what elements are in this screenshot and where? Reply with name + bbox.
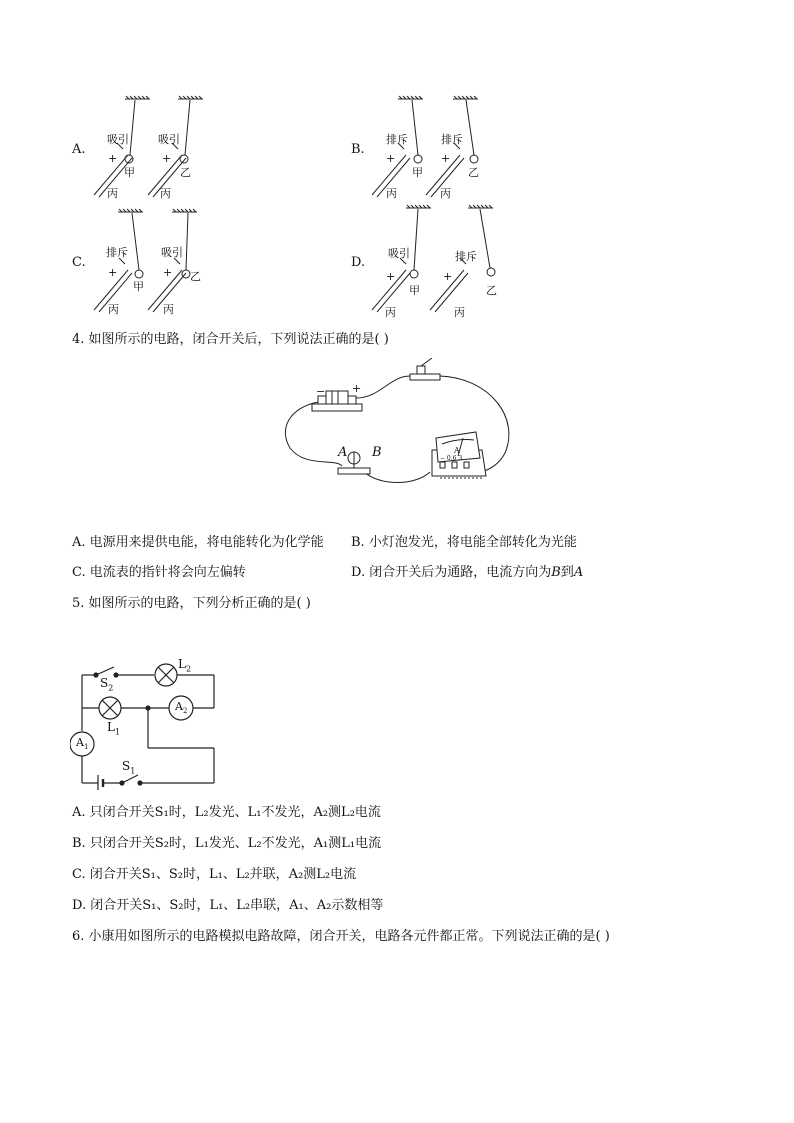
q3-c-ball-left: 甲	[133, 280, 144, 293]
q3-c-rod-left: 丙	[108, 303, 119, 316]
q5-label-a1	[76, 736, 88, 751]
q5-label-a1-main: A	[76, 736, 84, 749]
q3-b-ball-right: 乙	[468, 166, 479, 179]
q4-battery-plus: +	[352, 382, 362, 395]
q3-c-left-label: 排斥	[106, 246, 128, 259]
q3-option-d-figure	[368, 204, 508, 319]
q4-terminal-a: A	[338, 445, 348, 460]
q3-c-plus-right: +	[163, 266, 173, 279]
q3-d-plus-right: +	[443, 270, 453, 283]
q3-option-c-letter: C.	[72, 255, 86, 270]
q3-a-right-label: 吸引	[158, 133, 180, 146]
q3-c-ball-right: 乙	[190, 270, 201, 283]
q3-a-plus-left: +	[108, 152, 118, 165]
q4-option-d-b: B	[551, 565, 561, 580]
q3-d-left-label: 吸引	[388, 247, 410, 260]
q3-d-ball-right: 乙	[486, 284, 497, 297]
q4-option-d-pre: D. 闭合开关后为通路，电流方向为	[351, 565, 552, 580]
q3-c-rod-right: 丙	[163, 303, 174, 316]
q5-label-l1	[107, 720, 120, 736]
q3-b-plus-left: +	[386, 152, 396, 165]
q4-meter-symbol: A	[454, 446, 460, 455]
q5-label-l1-main: L	[107, 720, 115, 734]
q5-label-l2	[178, 657, 191, 673]
q5-label-l1-sub: 1	[114, 727, 121, 737]
q3-a-plus-right: +	[162, 152, 172, 165]
q5-option-c: C. 闭合开关S₁、S₂时，L₁、L₂并联，A₂测L₂电流	[72, 867, 357, 882]
q3-a-rod-left: 丙	[107, 187, 118, 200]
q4-option-d-mid: 到	[560, 565, 574, 580]
q3-c-plus-left: +	[108, 266, 118, 279]
q3-option-a-letter: A.	[72, 142, 86, 157]
q4-option-a: A. 电源用来提供电能，将电能转化为化学能	[72, 535, 324, 550]
q4-stem: 4. 如图所示的电路，闭合开关后，下列说法正确的是( )	[72, 332, 389, 347]
q3-d-ball-left: 甲	[409, 284, 420, 297]
q4-option-d	[351, 564, 583, 582]
q3-a-ball-left: 甲	[124, 166, 135, 179]
q5-label-l2-sub: 2	[185, 664, 192, 674]
q3-a-ball-right: 乙	[180, 166, 191, 179]
q3-b-right-label: 排斥	[441, 133, 463, 146]
q3-d-rod-right: 丙	[454, 306, 465, 319]
q3-b-rod-right: 丙	[440, 187, 451, 200]
q4-terminal-b: B	[372, 445, 382, 460]
q5-label-a1-sub: 1	[83, 743, 89, 752]
q4-battery-minus: −	[316, 385, 326, 398]
q5-stem: 5. 如图所示的电路，下列分析正确的是( )	[72, 596, 311, 611]
q3-a-rod-right: 丙	[160, 187, 171, 200]
q5-label-s1-sub: 1	[130, 766, 136, 776]
q3-d-plus-left: +	[386, 270, 396, 283]
q5-label-l2-main: L	[178, 657, 186, 671]
q4-option-c: C. 电流表的指针将会向左偏转	[72, 565, 246, 580]
q3-option-b-letter: B.	[351, 142, 365, 157]
q4-meter-ticks: − 0.6 3	[440, 455, 463, 462]
q3-d-right-label: 排斥	[455, 250, 477, 263]
q3-d-rod-left: 丙	[385, 306, 396, 319]
q5-label-a2-sub: 2	[182, 707, 188, 716]
q5-option-b: B. 只闭合开关S₂时，L₁发光、L₂不发光，A₁测L₁电流	[72, 836, 382, 851]
q3-options	[0, 0, 794, 330]
q5-label-s2	[100, 676, 113, 692]
q3-b-rod-left: 丙	[386, 187, 397, 200]
q3-a-left-label: 吸引	[107, 133, 129, 146]
q5-label-s2-main: S	[100, 676, 109, 690]
q4-option-b: B. 小灯泡发光，将电能全部转化为光能	[351, 535, 577, 550]
q3-option-d-letter: D.	[351, 255, 366, 270]
q6-stem: 6. 小康用如图所示的电路模拟电路故障，闭合开关，电路各元件都正常。下列说法正确的是( )	[72, 929, 610, 944]
q5-option-d: D. 闭合开关S₁、S₂时，L₁、L₂串联，A₁、A₂示数相等	[72, 898, 384, 913]
q4-circuit-figure	[280, 358, 520, 490]
q3-b-left-label: 排斥	[386, 133, 408, 146]
q3-b-plus-right: +	[441, 152, 451, 165]
q5-label-a2-main: A	[175, 700, 183, 713]
q3-b-ball-left: 甲	[412, 166, 423, 179]
q5-option-a: A. 只闭合开关S₁时，L₂发光、L₁不发光，A₂测L₂电流	[72, 805, 381, 820]
q3-c-right-label: 吸引	[161, 246, 183, 259]
q5-label-s1-main: S	[122, 759, 131, 773]
q4-option-d-a: A	[573, 565, 584, 580]
q5-label-a2	[175, 700, 187, 715]
q5-circuit-figure	[70, 655, 230, 790]
q5-label-s1	[122, 759, 135, 775]
q5-label-s2-sub: 2	[108, 683, 114, 693]
